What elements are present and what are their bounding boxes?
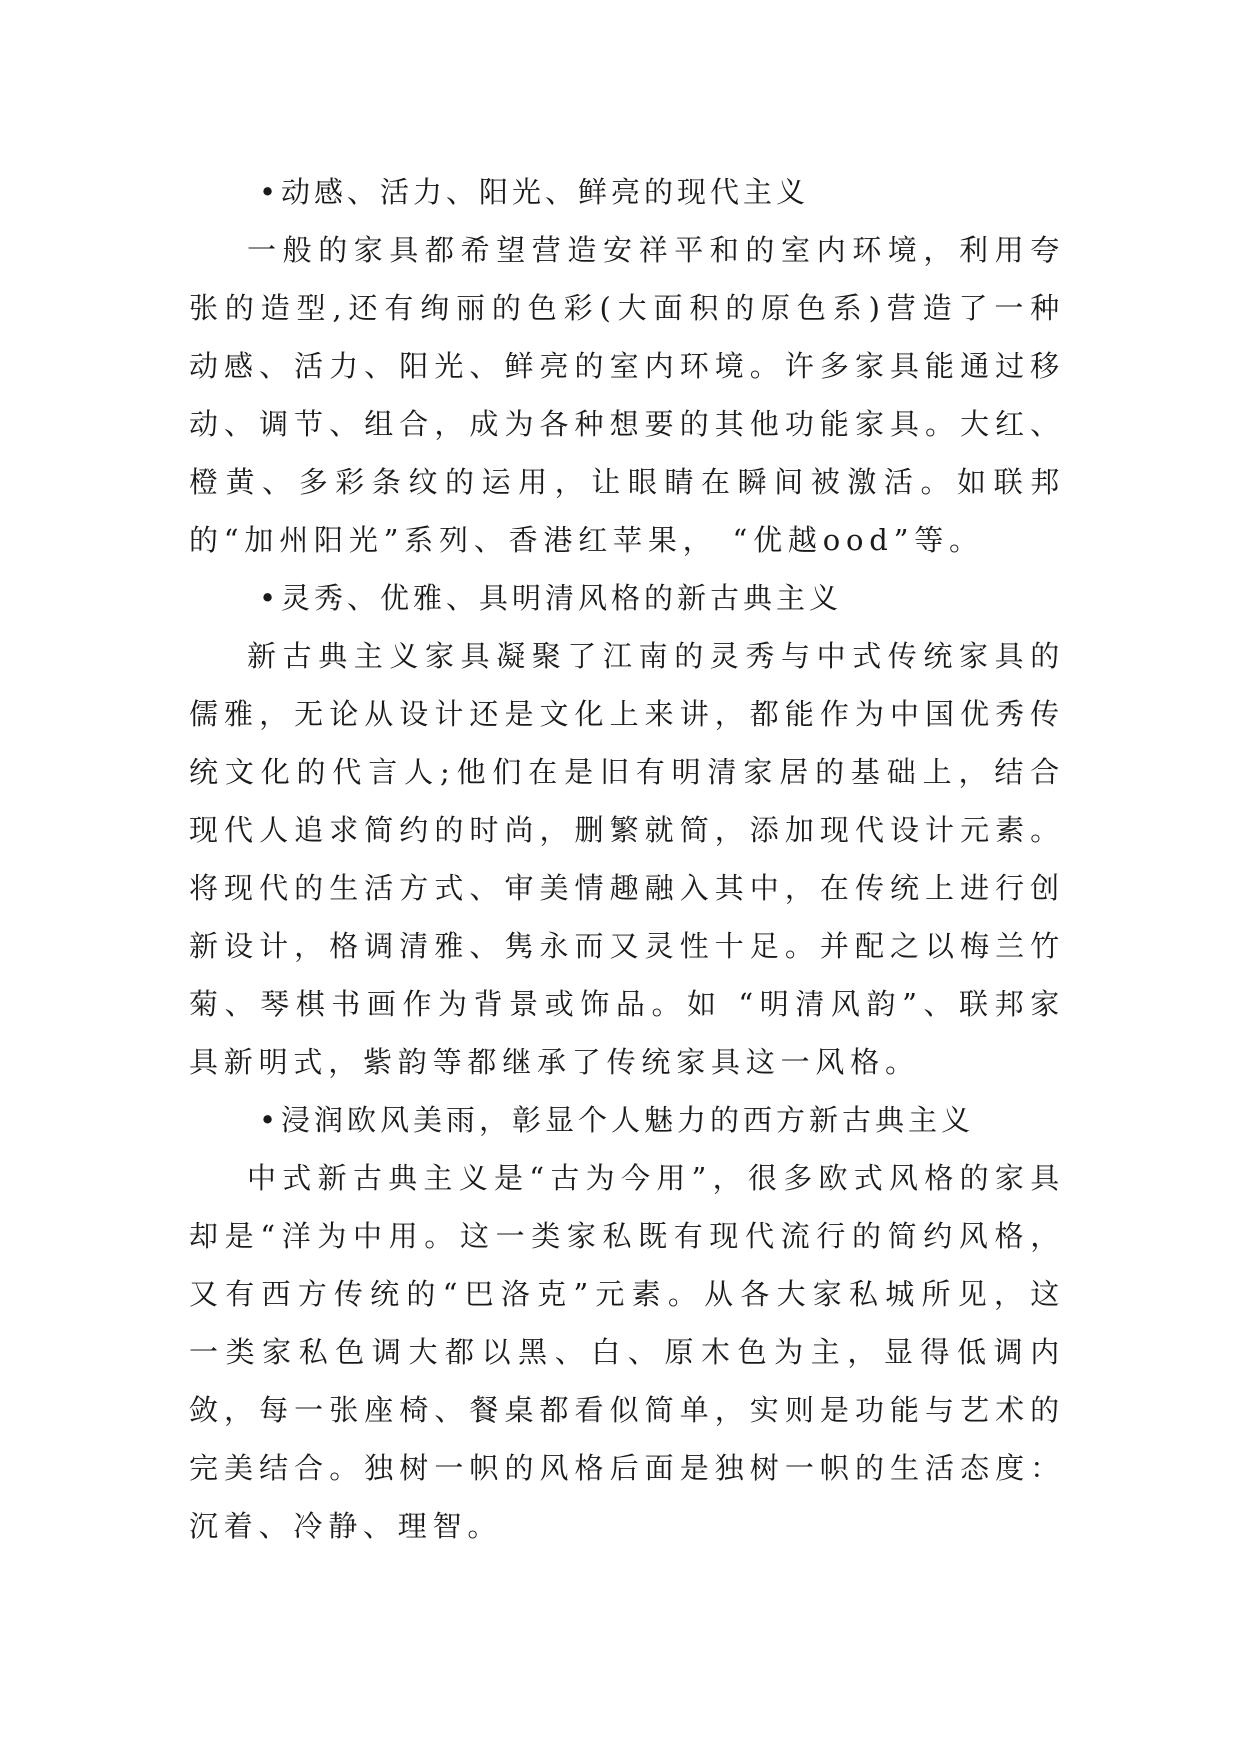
- document-body: [189, 163, 1065, 1555]
- section-paragraph-neoclassical-chinese: 新古典主义家具凝聚了江南的灵秀与中式传统家具的儒雅，无论从设计还是文化上来讲，都能作为中国优秀传统文化的代言人;他们在是旧有明清家居的基础上，结合现代人追求简约的时尚，删繁就简，添加现代设计元素。将现代的生活方式、审美情趣融入其中，在传统上进行创新设计，格调清雅、隽永而又灵性十足。并配之以梅兰竹菊、琴棋书画作为背景或饰品。如 “明清风韵”、联邦家具新明式，紫韵等都继承了传统家具这一风格。: [189, 639, 1065, 1079]
- section-heading-modernism: [189, 163, 1065, 221]
- section-heading-text: 动感、活力、阳光、鲜亮的现代主义: [281, 175, 810, 209]
- bullet-icon: •: [259, 581, 281, 615]
- section-heading-text: 浸润欧风美雨，彰显个人魅力的西方新古典主义: [281, 1103, 975, 1137]
- section-paragraph-modernism: 一般的家具都希望营造安祥平和的室内环境，利用夸张的造型,还有绚丽的色彩(大面积的原色系)营造了一种动感、活力、阳光、鲜亮的室内环境。许多家具能通过移动、调节、组合，成为各种想要的其他功能家具。大红、橙黄、多彩条纹的运用，让眼睛在瞬间被激活。如联邦的“加州阳光”系列、香港红苹果， “优越ood”等。: [189, 233, 1065, 557]
- section-heading-text: 灵秀、优雅、具明清风格的新古典主义: [281, 581, 843, 615]
- bullet-icon: •: [259, 1103, 281, 1137]
- section-paragraph-neoclassical-western: 中式新古典主义是“古为今用”，很多欧式风格的家具却是“洋为中用。这一类家私既有现代流行的简约风格，又有西方传统的“巴洛克”元素。从各大家私城所见，这一类家私色调大都以黑、白、原木色为主，显得低调内敛，每一张座椅、餐桌都看似简单，实则是功能与艺术的完美结合。独树一帜的风格后面是独树一帜的生活态度：沉着、冷静、理智。: [189, 1161, 1065, 1543]
- section-heading-neoclassical-chinese: [189, 569, 1065, 627]
- bullet-icon: •: [259, 175, 281, 209]
- section-heading-neoclassical-western: [189, 1091, 1065, 1149]
